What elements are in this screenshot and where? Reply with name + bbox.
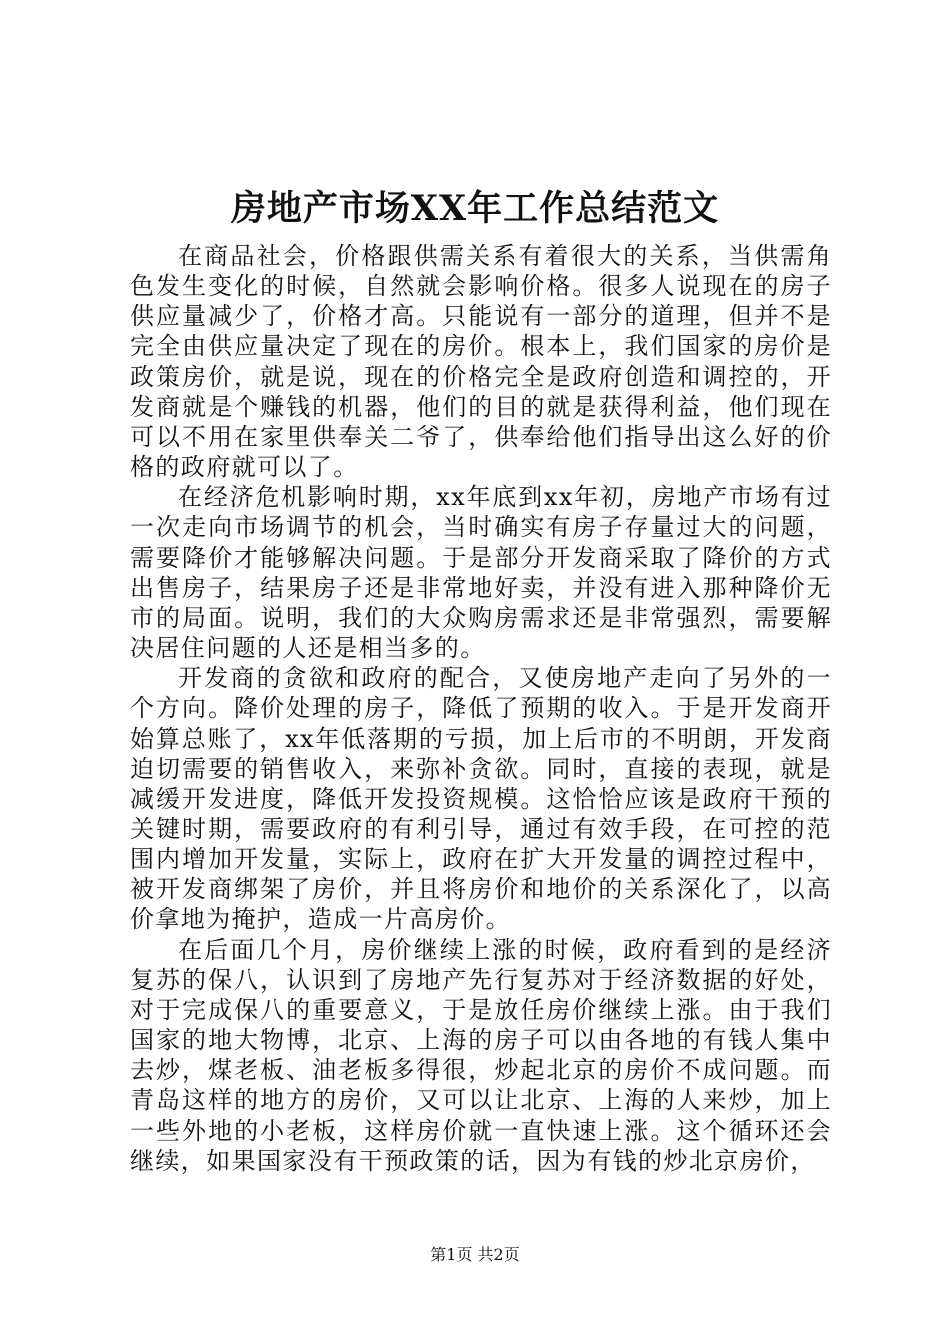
page-number-footer: 第1页 共2页 [430,1245,520,1264]
paragraph-4: 在后面几个月，房价继续上涨的时候，政府看到的是经济复苏的保八，认识到了房地产先行复苏对于经济数据的好处，对于完成保八的重要意义，于是放任房价继续上涨。由于我们国家的地大物博，北京、上海的房子可以由各地的有钱人集中去炒，煤老板、油老板多得很，炒起北京的房价不成问题。而青岛这样的地方的房价，又可以让北京、上海的人来炒，加上一些外地的小老板，这样房价就一直快速上涨。这个循环还会继续，如果国家没有干预政策的话，因为有钱的炒北京房价， [130,935,832,1175]
paragraph-3: 开发商的贪欲和政府的配合，又使房地产走向了另外的一个方向。降价处理的房子，降低了预期的收入。于是开发商开始算总账了，xx年低落期的亏损，加上后市的不明朗，开发商迫切需要的销售收入，来弥补贪欲。同时，直接的表现，就是减缓开发进度，降低开发投资规模。这恰恰应该是政府干预的关键时期，需要政府的有利引导，通过有效手段，在可控的范围内增加开发量，实际上，政府在扩大开发量的调控过程中，被开发商绑架了房价，并且将房价和地价的关系深化了，以高价拿地为掩护，造成一片高房价。 [130,664,832,934]
paragraph-1: 在商品社会，价格跟供需关系有着很大的关系，当供需角色发生变化的时候，自然就会影响价格。很多人说现在的房子供应量减少了，价格才高。只能说有一部分的道理，但并不是完全由供应量决定了现在的房价。根本上，我们国家的房价是政策房价，就是说，现在的价格完全是政府创造和调控的，开发商就是个赚钱的机器，他们的目的就是获得利益，他们现在可以不用在家里供奉关二爷了，供奉给他们指导出这么好的价格的政府就可以了。 [130,242,832,482]
paragraph-2: 在经济危机影响时期，xx年底到xx年初，房地产市场有过一次走向市场调节的机会，当时确实有房子存量过大的问题，需要降价才能够解决问题。于是部分开发商采取了降价的方式出售房子，结果房子还是非常地好卖，并没有进入那种降价无市的局面。说明，我们的大众购房需求还是非常强烈，需要解决居住问题的人还是相当多的。 [130,483,832,663]
document-body [130,241,832,1176]
document-title: 房地产市场XX年工作总结范文 [230,188,720,229]
